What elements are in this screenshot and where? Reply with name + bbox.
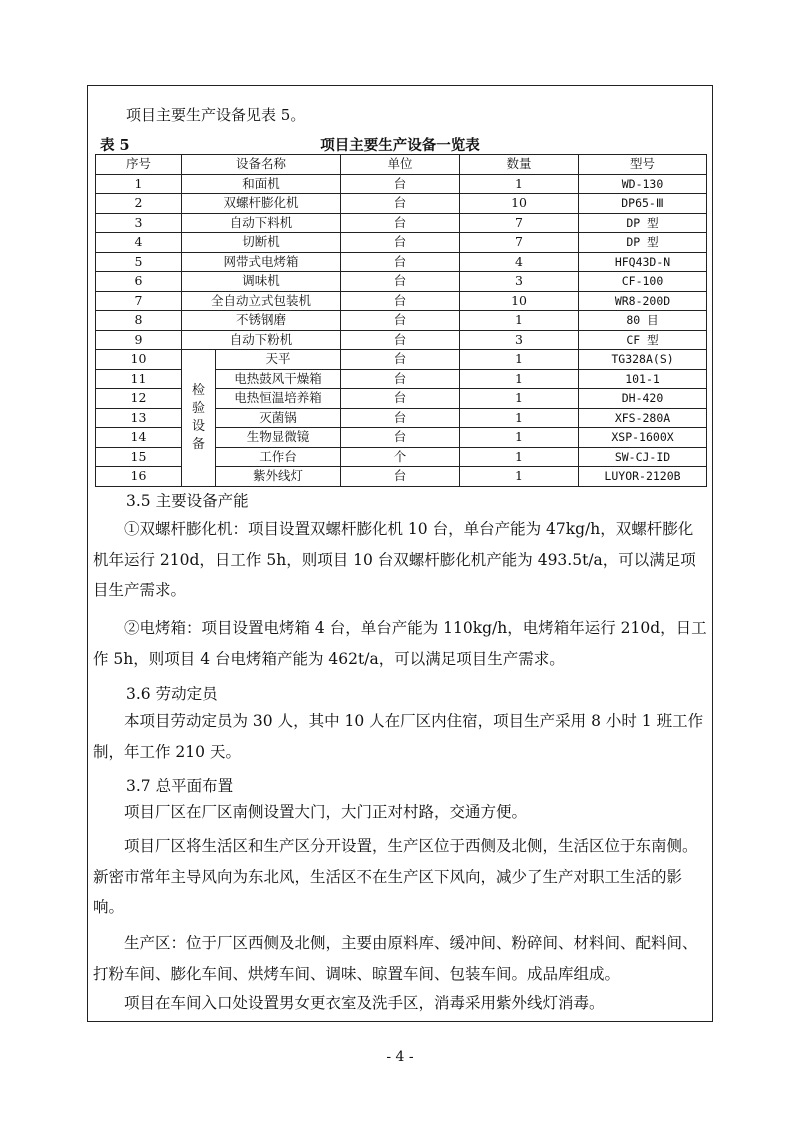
section-3-5-paragraph-2: ②电烤箱：项目设置电烤箱 4 台，单台产能为 110kg/h，电烤箱年运行 210d，日工作 5h，则项目 4 台电烤箱产能为 462t/a，可以满足项目生产需求。 [93,619,707,668]
table-header-row [96,155,707,175]
section-3-7-paragraph-1: 项目厂区在厂区南侧设置大门，大门正对村路，交通方便。 [124,803,528,821]
table-row: 15 工作台 个 1 SW-CJ-ID [96,447,707,467]
inspection-group-label: 检 验 设 备 [182,350,216,487]
page-number: - 4 - [386,1049,414,1065]
header-no: 序号 [96,155,182,175]
table-row: 4 切断机 台 7 DP 型 [96,233,707,253]
table-row: 7 全自动立式包装机 台 10 WR8-200D [96,291,707,311]
table-caption-number: 表 5 [100,137,130,154]
header-model: 型号 [579,155,707,175]
section-3-7-heading: 3.7 总平面布置 [126,777,234,795]
section-3-5-heading: 3.5 主要设备产能 [126,492,249,510]
table-row: 9 自动下粉机 台 3 CF 型 [96,330,707,350]
section-3-5-paragraph-1: ①双螺杆膨化机：项目设置双螺杆膨化机 10 台，单台产能为 47kg/h，双螺杆膨化机年运行 210d，日工作 5h，则项目 10 台双螺杆膨化机产能为 493.5t/a，可以满足项目生产需求。 [93,520,696,599]
equipment-table [95,154,707,487]
header-name: 设备名称 [182,155,341,175]
table-row: 8 不锈钢磨 台 1 80 目 [96,311,707,331]
section-3-7-paragraph-4: 项目在车间入口处设置男女更衣室及洗手区，消毒采用紫外线灯消毒。 [124,994,605,1012]
section-3-6-paragraph-1: 本项目劳动定员为 30 人，其中 10 人在厂区内住宿，项目生产采用 8 小时 1 班工作制，年工作 210 天。 [93,712,704,761]
table-row: 13 灭菌锅 台 1 XFS-280A [96,408,707,428]
table-row: 6 调味机 台 3 CF-100 [96,272,707,292]
header-qty: 数量 [460,155,579,175]
table-row: 3 自动下料机 台 7 DP 型 [96,213,707,233]
table-row: 2 双螺杆膨化机 台 10 DP65-Ⅲ [96,194,707,214]
intro-text: 项目主要生产设备见表 5。 [126,106,306,124]
section-3-7-paragraph-2: 项目厂区将生活区和生产区分开设置，生产区位于西侧及北侧，生活区位于东南侧。新密市常年主导风向为东北风，生活区不在生产区下风向，减少了生产对职工生活的影响。 [93,837,698,916]
table-caption-title: 项目主要生产设备一览表 [320,137,480,154]
table-row: 5 网带式电烤箱 台 4 HFQ43D-N [96,252,707,272]
table-row: 11 电热鼓风干燥箱 台 1 101-1 [96,369,707,389]
table-row: 1 和面机 台 1 WD-130 [96,174,707,194]
header-unit: 单位 [341,155,460,175]
section-3-7-paragraph-3: 生产区：位于厂区西侧及北侧，主要由原料库、缓冲间、粉碎间、材料间、配料间、打粉车间、膨化车间、烘烤车间、调味、晾置车间、包装车间。成品库组成。 [93,934,698,983]
table-row: 10 检 验 设 备 天平 台 1 TG328A(S) [96,350,707,370]
table-row: 16 紫外线灯 台 1 LUYOR-2120B [96,467,707,487]
table-row: 12 电热恒温培养箱 台 1 DH-420 [96,389,707,409]
table-row: 14 生物显微镜 台 1 XSP-1600X [96,428,707,448]
section-3-6-heading: 3.6 劳动定员 [126,685,218,703]
